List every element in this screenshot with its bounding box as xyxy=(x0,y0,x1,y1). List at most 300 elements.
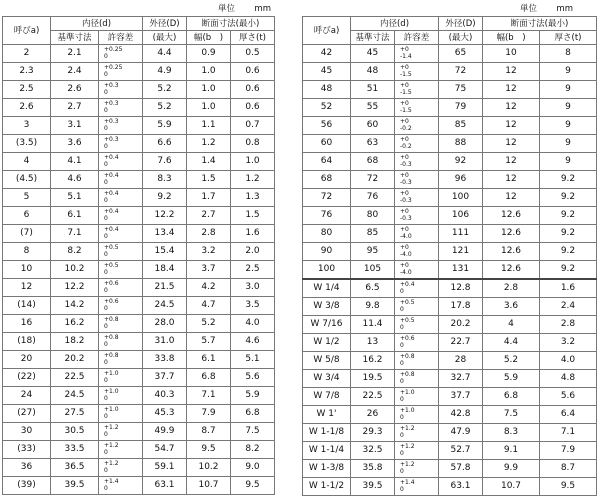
nominal-size-cell: 45 xyxy=(303,63,351,81)
nominal-size-cell: 2.5 xyxy=(3,81,51,99)
width-cell: 1.0 xyxy=(187,81,231,99)
tolerance-upper: +0 xyxy=(400,118,409,125)
tolerance-upper: +0.4 xyxy=(104,208,119,215)
tolerance-cell xyxy=(395,442,439,460)
width-cell: 12 xyxy=(483,117,540,135)
table-row xyxy=(3,135,275,153)
nominal-size-cell: 12 xyxy=(3,279,51,297)
tolerance-upper: +0.5 xyxy=(104,244,119,251)
tolerance-lower: 0 xyxy=(104,376,108,384)
nominal-size-cell: 2.3 xyxy=(3,63,51,81)
tolerance-upper: +1.2 xyxy=(400,461,415,468)
tolerance-lower: 0 xyxy=(104,178,108,186)
width-cell: 7.9 xyxy=(187,405,231,423)
inner-diameter-cell: 27.5 xyxy=(51,405,99,423)
width-cell: 9.1 xyxy=(483,442,540,460)
tolerance-upper: +0.5 xyxy=(400,299,415,306)
tolerance-cell xyxy=(395,99,439,117)
header-inner-diameter: 内径(d) xyxy=(351,17,439,31)
tolerance-cell xyxy=(99,63,143,81)
outer-diameter-cell: 22.7 xyxy=(439,334,483,352)
inner-diameter-cell: 72 xyxy=(351,171,395,189)
tolerance-cell xyxy=(99,225,143,243)
width-cell: 4.2 xyxy=(187,279,231,297)
table-row xyxy=(303,243,597,261)
tolerance-upper: +0.3 xyxy=(104,136,119,143)
tolerance-cell xyxy=(99,441,143,459)
tolerance-upper: +0 xyxy=(400,244,409,251)
width-cell: 1.0 xyxy=(187,99,231,117)
tolerance-cell xyxy=(395,352,439,370)
tolerance-lower: 0 xyxy=(400,287,404,295)
tolerance-upper: +0.4 xyxy=(104,154,119,161)
nominal-size-cell: (27) xyxy=(3,405,51,423)
table-row xyxy=(3,117,275,135)
tolerance-cell xyxy=(99,459,143,477)
tolerance-cell xyxy=(99,333,143,351)
tolerance-upper: +0.3 xyxy=(104,100,119,107)
header-outer-diameter: 外径(D) xyxy=(439,17,483,31)
tolerance-upper: +0 xyxy=(400,64,409,71)
width-cell: 2.7 xyxy=(187,207,231,225)
width-cell: 1.7 xyxy=(187,189,231,207)
tolerance-upper: +0 xyxy=(400,226,409,233)
table-row xyxy=(303,99,597,117)
nominal-size-cell: 5 xyxy=(3,189,51,207)
outer-diameter-cell: 57.8 xyxy=(439,460,483,478)
inner-diameter-cell: 19.5 xyxy=(351,370,395,388)
width-cell: 9.9 xyxy=(483,460,540,478)
outer-diameter-cell: 8.3 xyxy=(143,171,187,189)
width-cell: 12.6 xyxy=(483,207,540,225)
table-row xyxy=(303,424,597,442)
tolerance-lower: 0 xyxy=(104,214,108,222)
outer-diameter-cell: 20.2 xyxy=(439,316,483,334)
tolerance-lower: 0 xyxy=(400,449,404,457)
tolerance-cell xyxy=(99,99,143,117)
inner-diameter-cell: 2.7 xyxy=(51,99,99,117)
header-nominal: 呼びa) xyxy=(303,17,351,45)
nominal-size-cell: 6 xyxy=(3,207,51,225)
table-row xyxy=(3,99,275,117)
thickness-cell: 5.6 xyxy=(540,388,597,406)
thickness-cell: 1.3 xyxy=(231,189,275,207)
inner-diameter-cell: 13 xyxy=(351,334,395,352)
tolerance-upper: +0.5 xyxy=(400,317,415,324)
tolerance-upper: +0.3 xyxy=(104,82,119,89)
tolerance-upper: +0.4 xyxy=(400,281,415,288)
width-cell: 6.8 xyxy=(483,388,540,406)
outer-diameter-cell: 131 xyxy=(439,261,483,280)
tolerance-lower: 0 xyxy=(400,413,404,421)
tolerance-lower: 0 xyxy=(104,88,108,96)
inner-diameter-cell: 6.5 xyxy=(351,279,395,298)
nominal-size-cell: W 1' xyxy=(303,406,351,424)
tolerance-upper: +0.3 xyxy=(104,118,119,125)
tolerance-lower: 0 xyxy=(104,268,108,276)
thickness-cell: 4.6 xyxy=(231,333,275,351)
inner-diameter-cell: 2.4 xyxy=(51,63,99,81)
outer-diameter-cell: 32.7 xyxy=(439,370,483,388)
width-cell: 12 xyxy=(483,171,540,189)
table-row xyxy=(303,352,597,370)
tolerance-upper: +1.0 xyxy=(104,388,119,395)
nominal-size-cell: 60 xyxy=(303,135,351,153)
table-row xyxy=(303,45,597,63)
outer-diameter-cell: 5.9 xyxy=(143,117,187,135)
nominal-size-cell: (33) xyxy=(3,441,51,459)
tolerance-cell xyxy=(99,207,143,225)
width-cell: 8.7 xyxy=(187,423,231,441)
inner-diameter-cell: 12.2 xyxy=(51,279,99,297)
tolerance-cell xyxy=(99,423,143,441)
nominal-size-cell: (39) xyxy=(3,477,51,495)
thickness-cell: 7.5 xyxy=(231,423,275,441)
thickness-cell: 5.6 xyxy=(231,369,275,387)
nominal-size-cell: 2.6 xyxy=(3,99,51,117)
nominal-size-cell: 76 xyxy=(303,207,351,225)
inner-diameter-cell: 36.5 xyxy=(51,459,99,477)
table-row xyxy=(3,243,275,261)
tolerance-cell xyxy=(395,406,439,424)
thickness-cell: 0.6 xyxy=(231,63,275,81)
table-row xyxy=(3,441,275,459)
tolerance-lower: 0 xyxy=(104,250,108,258)
tolerance-cell xyxy=(395,279,439,298)
nominal-size-cell: 10 xyxy=(3,261,51,279)
inner-diameter-cell: 5.1 xyxy=(51,189,99,207)
unit-value: mm xyxy=(254,4,271,14)
width-cell: 5.9 xyxy=(483,370,540,388)
unit-label-left xyxy=(218,2,271,14)
inner-diameter-cell: 55 xyxy=(351,99,395,117)
thickness-cell: 6.4 xyxy=(540,406,597,424)
thickness-cell: 2.0 xyxy=(231,243,275,261)
thickness-cell: 4.8 xyxy=(540,370,597,388)
outer-diameter-cell: 6.6 xyxy=(143,135,187,153)
thickness-cell: 0.5 xyxy=(231,45,275,63)
nominal-size-cell: 30 xyxy=(3,423,51,441)
inner-diameter-cell: 48 xyxy=(351,63,395,81)
nominal-size-cell: W 1/2 xyxy=(303,334,351,352)
tolerance-lower: 0 xyxy=(104,160,108,168)
outer-diameter-cell: 85 xyxy=(439,117,483,135)
width-cell: 12.6 xyxy=(483,243,540,261)
width-cell: 10.7 xyxy=(483,478,540,496)
table-row xyxy=(3,63,275,81)
table-row xyxy=(303,81,597,99)
tolerance-cell xyxy=(99,81,143,99)
width-cell: 12 xyxy=(483,81,540,99)
tolerance-upper: +1.0 xyxy=(400,389,415,396)
outer-diameter-cell: 49.9 xyxy=(143,423,187,441)
tolerance-lower: 0 xyxy=(400,341,404,349)
inner-diameter-cell: 35.8 xyxy=(351,460,395,478)
thickness-cell: 1.0 xyxy=(231,153,275,171)
table-row xyxy=(3,279,275,297)
thickness-cell: 6.8 xyxy=(231,405,275,423)
inner-diameter-cell: 7.1 xyxy=(51,225,99,243)
table-row xyxy=(303,442,597,460)
width-cell: 3.7 xyxy=(187,261,231,279)
tolerance-upper: +1.2 xyxy=(104,442,119,449)
tolerance-lower: 0 xyxy=(104,394,108,402)
outer-diameter-cell: 121 xyxy=(439,243,483,261)
width-cell: 3.6 xyxy=(483,298,540,316)
tolerance-cell xyxy=(395,153,439,171)
tolerance-lower: 0 xyxy=(104,358,108,366)
width-cell: 1.4 xyxy=(187,153,231,171)
nominal-size-cell: 68 xyxy=(303,171,351,189)
header-tolerance: 許容差 xyxy=(99,31,143,45)
outer-diameter-cell: 37.7 xyxy=(439,388,483,406)
inner-diameter-cell: 9.8 xyxy=(351,298,395,316)
thickness-cell: 9 xyxy=(540,81,597,99)
tolerance-upper: +0.8 xyxy=(104,316,119,323)
tolerance-cell xyxy=(395,261,439,280)
thickness-cell: 9.2 xyxy=(540,261,597,280)
tolerance-upper: +0.6 xyxy=(104,298,119,305)
table-row xyxy=(3,387,275,405)
table-row xyxy=(3,405,275,423)
inner-diameter-cell: 33.5 xyxy=(51,441,99,459)
nominal-size-cell: 20 xyxy=(3,351,51,369)
thickness-cell: 9.2 xyxy=(540,171,597,189)
tolerance-cell xyxy=(395,370,439,388)
width-cell: 7.5 xyxy=(483,406,540,424)
tolerance-upper: +0 xyxy=(400,172,409,179)
width-cell: 6.1 xyxy=(187,351,231,369)
nominal-size-cell: 52 xyxy=(303,99,351,117)
header-thickness: 厚さ(t) xyxy=(540,31,597,45)
tolerance-upper: +0 xyxy=(400,82,409,89)
width-cell: 4 xyxy=(483,316,540,334)
nominal-size-cell: 3 xyxy=(3,117,51,135)
tolerance-lower: 0 xyxy=(104,412,108,420)
thickness-cell: 8 xyxy=(540,45,597,63)
tolerance-upper: +1.0 xyxy=(104,370,119,377)
table-row xyxy=(303,135,597,153)
tolerance-cell xyxy=(99,477,143,495)
table-row xyxy=(303,171,597,189)
tolerance-lower: -0.3 xyxy=(400,196,412,204)
table-row xyxy=(3,315,275,333)
nominal-size-cell: 36 xyxy=(3,459,51,477)
tolerance-cell xyxy=(99,351,143,369)
table-row xyxy=(3,45,275,63)
tolerance-cell xyxy=(395,243,439,261)
nominal-size-cell: W 1-1/2 xyxy=(303,478,351,496)
thickness-cell: 1.6 xyxy=(231,225,275,243)
tolerance-cell xyxy=(99,153,143,171)
nominal-size-cell: 64 xyxy=(303,153,351,171)
inner-diameter-cell: 20.2 xyxy=(51,351,99,369)
header-nominal: 呼びa) xyxy=(3,17,51,45)
nominal-size-cell: 90 xyxy=(303,243,351,261)
width-cell: 1.5 xyxy=(187,171,231,189)
nominal-size-cell: W 3/8 xyxy=(303,298,351,316)
inner-diameter-cell: 24.5 xyxy=(51,387,99,405)
table-row xyxy=(3,81,275,99)
spec-table-right xyxy=(302,16,597,496)
inner-diameter-cell: 14.2 xyxy=(51,297,99,315)
tolerance-upper: +0.25 xyxy=(104,46,123,53)
header-max: (最大) xyxy=(143,31,187,45)
table-row xyxy=(3,189,275,207)
tolerance-upper: +1.2 xyxy=(104,460,119,467)
tolerance-upper: +0.5 xyxy=(104,262,119,269)
tolerance-lower: -4.0 xyxy=(400,250,412,258)
inner-diameter-cell: 2.1 xyxy=(51,45,99,63)
inner-diameter-cell: 22.5 xyxy=(351,388,395,406)
inner-diameter-cell: 63 xyxy=(351,135,395,153)
inner-diameter-cell: 10.2 xyxy=(51,261,99,279)
tolerance-upper: +0.8 xyxy=(400,353,415,360)
tolerance-lower: 0 xyxy=(400,467,404,475)
tolerance-lower: -4.0 xyxy=(400,268,412,276)
tolerance-lower: -1.5 xyxy=(400,88,412,96)
tolerance-upper: +0 xyxy=(400,136,409,143)
outer-diameter-cell: 54.7 xyxy=(143,441,187,459)
tolerance-cell xyxy=(99,369,143,387)
outer-diameter-cell: 72 xyxy=(439,63,483,81)
tolerance-cell xyxy=(99,297,143,315)
outer-diameter-cell: 88 xyxy=(439,135,483,153)
tolerance-cell xyxy=(395,189,439,207)
width-cell: 10.2 xyxy=(187,459,231,477)
tolerance-cell xyxy=(99,279,143,297)
tolerance-lower: -0.3 xyxy=(400,160,412,168)
thickness-cell: 9 xyxy=(540,153,597,171)
unit-label-right xyxy=(520,2,573,14)
tolerance-lower: 0 xyxy=(104,286,108,294)
tolerance-upper: +1.2 xyxy=(400,443,415,450)
tolerance-lower: -1.4 xyxy=(400,52,412,60)
thickness-cell: 3.2 xyxy=(540,334,597,352)
tolerance-upper: +1.2 xyxy=(104,424,119,431)
outer-diameter-cell: 28 xyxy=(439,352,483,370)
width-cell: 12 xyxy=(483,63,540,81)
thickness-cell: 2.4 xyxy=(540,298,597,316)
tolerance-upper: +0 xyxy=(400,46,409,53)
tolerance-lower: 0 xyxy=(104,484,108,492)
outer-diameter-cell: 5.2 xyxy=(143,99,187,117)
thickness-cell: 9 xyxy=(540,63,597,81)
thickness-cell: 7.1 xyxy=(540,424,597,442)
inner-diameter-cell: 45 xyxy=(351,45,395,63)
nominal-size-cell: 8 xyxy=(3,243,51,261)
outer-diameter-cell: 92 xyxy=(439,153,483,171)
tolerance-lower: 0 xyxy=(400,431,404,439)
width-cell: 2.8 xyxy=(483,279,540,298)
header-tolerance: 許容差 xyxy=(395,31,439,45)
tolerance-cell xyxy=(99,135,143,153)
width-cell: 10.7 xyxy=(187,477,231,495)
outer-diameter-cell: 13.4 xyxy=(143,225,187,243)
tolerance-cell xyxy=(395,81,439,99)
tolerance-lower: -0.3 xyxy=(400,178,412,186)
outer-diameter-cell: 96 xyxy=(439,171,483,189)
width-cell: 0.9 xyxy=(187,45,231,63)
outer-diameter-cell: 31.0 xyxy=(143,333,187,351)
table-row xyxy=(3,477,275,495)
thickness-cell: 9 xyxy=(540,117,597,135)
outer-diameter-cell: 59.1 xyxy=(143,459,187,477)
tolerance-upper: +0.8 xyxy=(400,371,415,378)
table-row xyxy=(303,298,597,316)
outer-diameter-cell: 45.3 xyxy=(143,405,187,423)
outer-diameter-cell: 17.8 xyxy=(439,298,483,316)
width-cell: 12 xyxy=(483,153,540,171)
width-cell: 12.6 xyxy=(483,261,540,280)
outer-diameter-cell: 106 xyxy=(439,207,483,225)
tolerance-lower: 0 xyxy=(104,196,108,204)
tolerance-lower: 0 xyxy=(104,448,108,456)
thickness-cell: 9.5 xyxy=(540,478,597,496)
tolerance-upper: +1.4 xyxy=(400,479,415,486)
nominal-size-cell: 42 xyxy=(303,45,351,63)
nominal-size-cell: 16 xyxy=(3,315,51,333)
nominal-size-cell: (22) xyxy=(3,369,51,387)
outer-diameter-cell: 12.8 xyxy=(439,279,483,298)
width-cell: 8.3 xyxy=(483,424,540,442)
tolerance-cell xyxy=(395,225,439,243)
tolerance-cell xyxy=(395,424,439,442)
table-row xyxy=(3,261,275,279)
width-cell: 2.8 xyxy=(187,225,231,243)
thickness-cell: 0.6 xyxy=(231,99,275,117)
nominal-size-cell: W 1-1/4 xyxy=(303,442,351,460)
width-cell: 4.7 xyxy=(187,297,231,315)
nominal-size-cell: W 7/8 xyxy=(303,388,351,406)
width-cell: 1.0 xyxy=(187,63,231,81)
tolerance-upper: +0.6 xyxy=(400,335,415,342)
unit-value: mm xyxy=(556,4,573,14)
inner-diameter-cell: 85 xyxy=(351,225,395,243)
tolerance-upper: +0.8 xyxy=(104,352,119,359)
tolerance-lower: 0 xyxy=(400,485,404,493)
thickness-cell: 7.9 xyxy=(540,442,597,460)
tolerance-upper: +1.4 xyxy=(104,478,119,485)
width-cell: 4.4 xyxy=(483,334,540,352)
nominal-size-cell: (3.5) xyxy=(3,135,51,153)
inner-diameter-cell: 22.5 xyxy=(51,369,99,387)
tolerance-cell xyxy=(395,478,439,496)
outer-diameter-cell: 75 xyxy=(439,81,483,99)
table-row xyxy=(3,423,275,441)
thickness-cell: 9.2 xyxy=(540,225,597,243)
header-inner-diameter: 内径(d) xyxy=(51,17,143,31)
thickness-cell: 4.0 xyxy=(231,315,275,333)
table-row xyxy=(3,297,275,315)
table-row xyxy=(3,333,275,351)
inner-diameter-cell: 32.5 xyxy=(351,442,395,460)
inner-diameter-cell: 29.3 xyxy=(351,424,395,442)
inner-diameter-cell: 51 xyxy=(351,81,395,99)
header-max: (最大) xyxy=(439,31,483,45)
outer-diameter-cell: 12.2 xyxy=(143,207,187,225)
outer-diameter-cell: 4.9 xyxy=(143,63,187,81)
tolerance-lower: 0 xyxy=(104,304,108,312)
tolerance-upper: +1.0 xyxy=(400,407,415,414)
table-row xyxy=(3,225,275,243)
tolerance-cell xyxy=(395,388,439,406)
tolerance-cell xyxy=(395,117,439,135)
tolerance-lower: 0 xyxy=(400,395,404,403)
thickness-cell: 9.0 xyxy=(231,459,275,477)
outer-diameter-cell: 111 xyxy=(439,225,483,243)
inner-diameter-cell: 26 xyxy=(351,406,395,424)
